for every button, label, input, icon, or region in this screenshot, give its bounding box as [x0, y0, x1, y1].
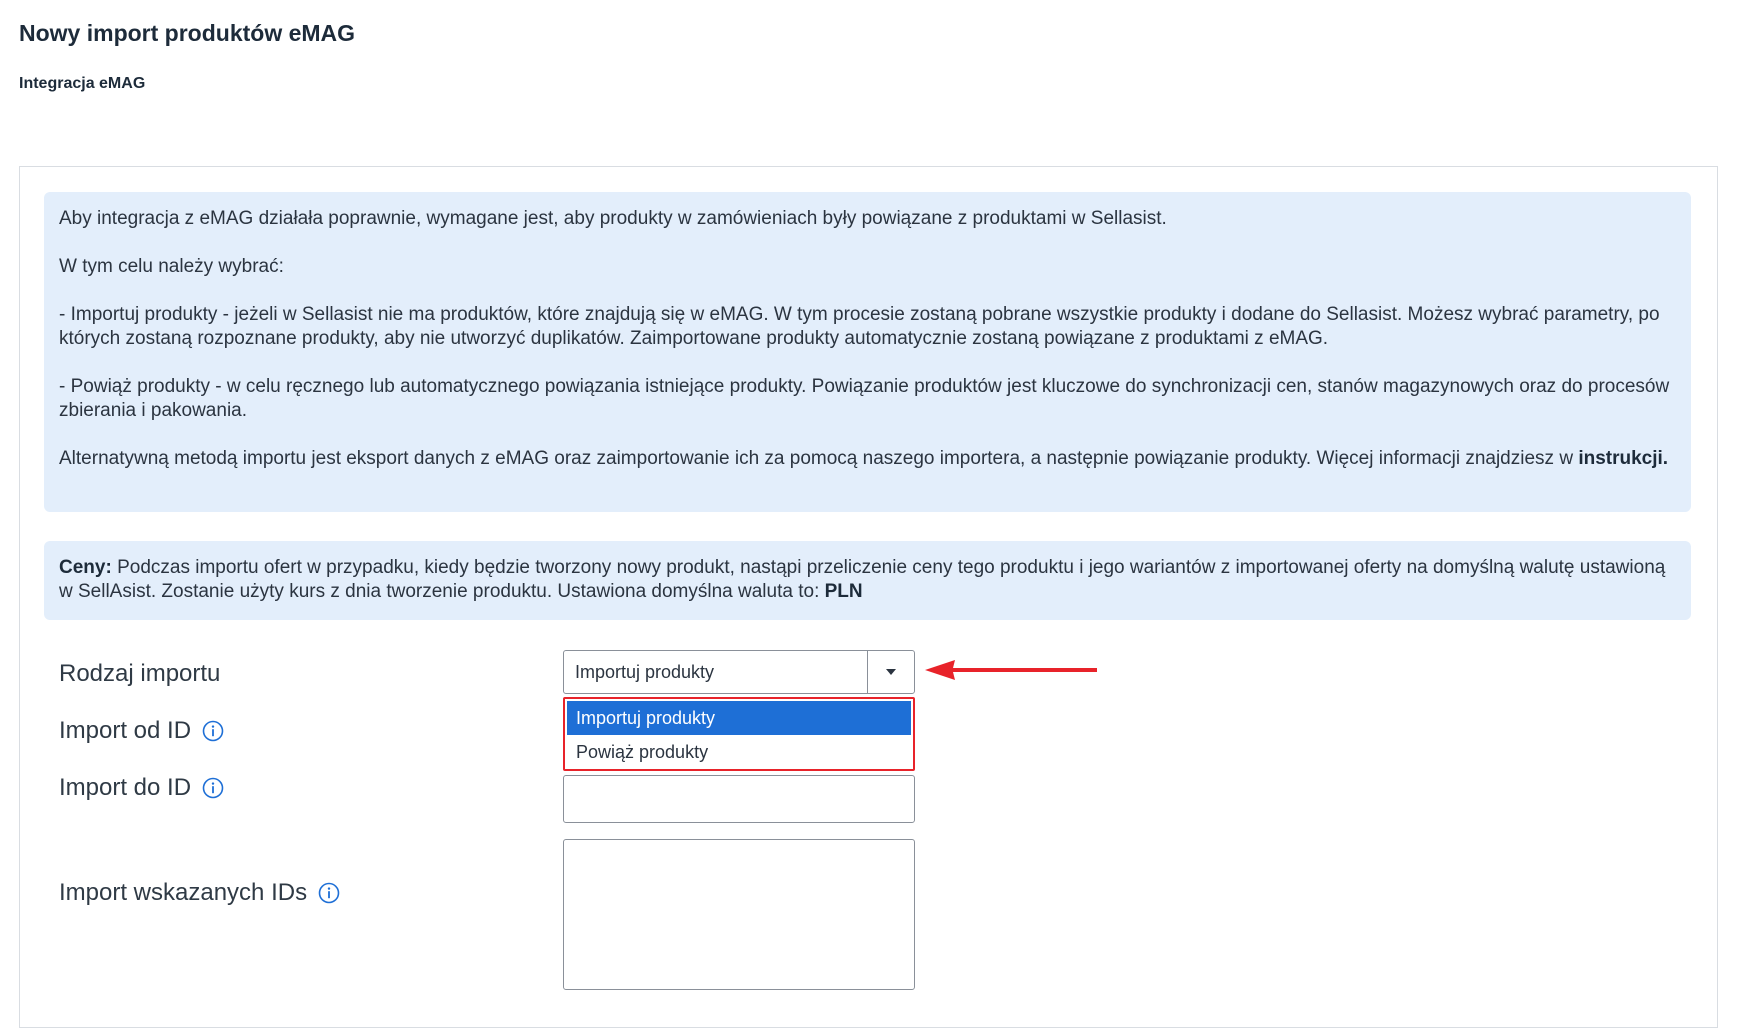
red-arrow-annotation-icon [925, 658, 1120, 682]
prices-text: Podczas importu ofert w przypadku, kiedy będzie tworzony nowy produkt, nastąpi przeliczenie ceny tego produktu i jego wariantów z importowanej oferty na domyślną walutę ustawioną w SellAsist. Zostanie użyty kurs z dnia tworzenie produktu. Ustawiona domyślna waluta to: [59, 557, 1666, 602]
integration-info-box [44, 192, 1691, 512]
import-form-panel [19, 166, 1718, 1028]
info-alternative-paragraph [59, 447, 1676, 471]
page-subtitle: Integracja eMAG [19, 75, 146, 92]
prices-paragraph [59, 556, 1676, 604]
prices-label: Ceny: [59, 557, 112, 578]
import-from-label [59, 717, 224, 745]
import-type-dropdown-list [563, 697, 915, 771]
import-type-select[interactable] [563, 650, 915, 694]
chevron-down-icon [884, 668, 898, 676]
instructions-link[interactable]: instrukcji. [1578, 448, 1669, 469]
import-to-info-icon[interactable] [202, 777, 224, 799]
option-link-products[interactable]: Powiąż produkty [576, 741, 709, 762]
prices-info-box [44, 541, 1691, 620]
info-alternative: Alternatywną metodą importu jest eksport danych z eMAG oraz zaimportowanie ich za pomocą naszego importera, a następnie powiązanie produkty. Więcej informacji znajdziesz w [59, 448, 1574, 469]
page-title: Nowy import produktów eMAG [19, 20, 356, 46]
default-currency: PLN [824, 581, 863, 602]
info-option-import: - Importuj produkty - jeżeli w Sellasist nie ma produktów, które znajdują się w eMAG. W tym procesie zostaną pobrane wszystkie produkty i dodane do Sellasist. Możesz wybrać parametry, po których zostaną rozpoznane produkty, aby nie utworzyć duplikatów. Zaimportowane produkty automatycznie zostaną powiązane z produktami z eMAG. [59, 304, 1660, 349]
import-ids-info-icon[interactable] [318, 882, 340, 904]
import-to-label-text: Import do ID [59, 774, 192, 801]
import-to-input[interactable] [563, 775, 915, 823]
import-to-label [59, 774, 224, 802]
import-ids-label-text: Import wskazanych IDs [59, 879, 308, 906]
import-type-selected-value: Importuj produkty [575, 661, 715, 682]
import-from-label-text: Import od ID [59, 717, 192, 744]
import-type-label [59, 660, 220, 688]
import-ids-textarea[interactable] [563, 839, 915, 990]
import-type-dropdown-toggle[interactable] [867, 651, 914, 693]
info-option-link: - Powiąż produkty - w celu ręcznego lub automatycznego powiązania istniejące produkty. Powiązanie produktów jest kluczowe do synchronizacji cen, stanów magazynowych oraz do procesów zbierania i pakowania. [59, 376, 1670, 421]
info-choose: W tym celu należy wybrać: [59, 256, 284, 277]
info-intro: Aby integracja z eMAG działała poprawnie, wymagane jest, aby produkty w zamówieniach były powiązane z produktami w Sellasist. [59, 208, 1167, 229]
import-type-label-text: Rodzaj importu [59, 660, 221, 687]
option-import-products[interactable]: Importuj produkty [567, 701, 911, 735]
import-ids-label [59, 879, 340, 907]
import-from-info-icon[interactable] [202, 720, 224, 742]
